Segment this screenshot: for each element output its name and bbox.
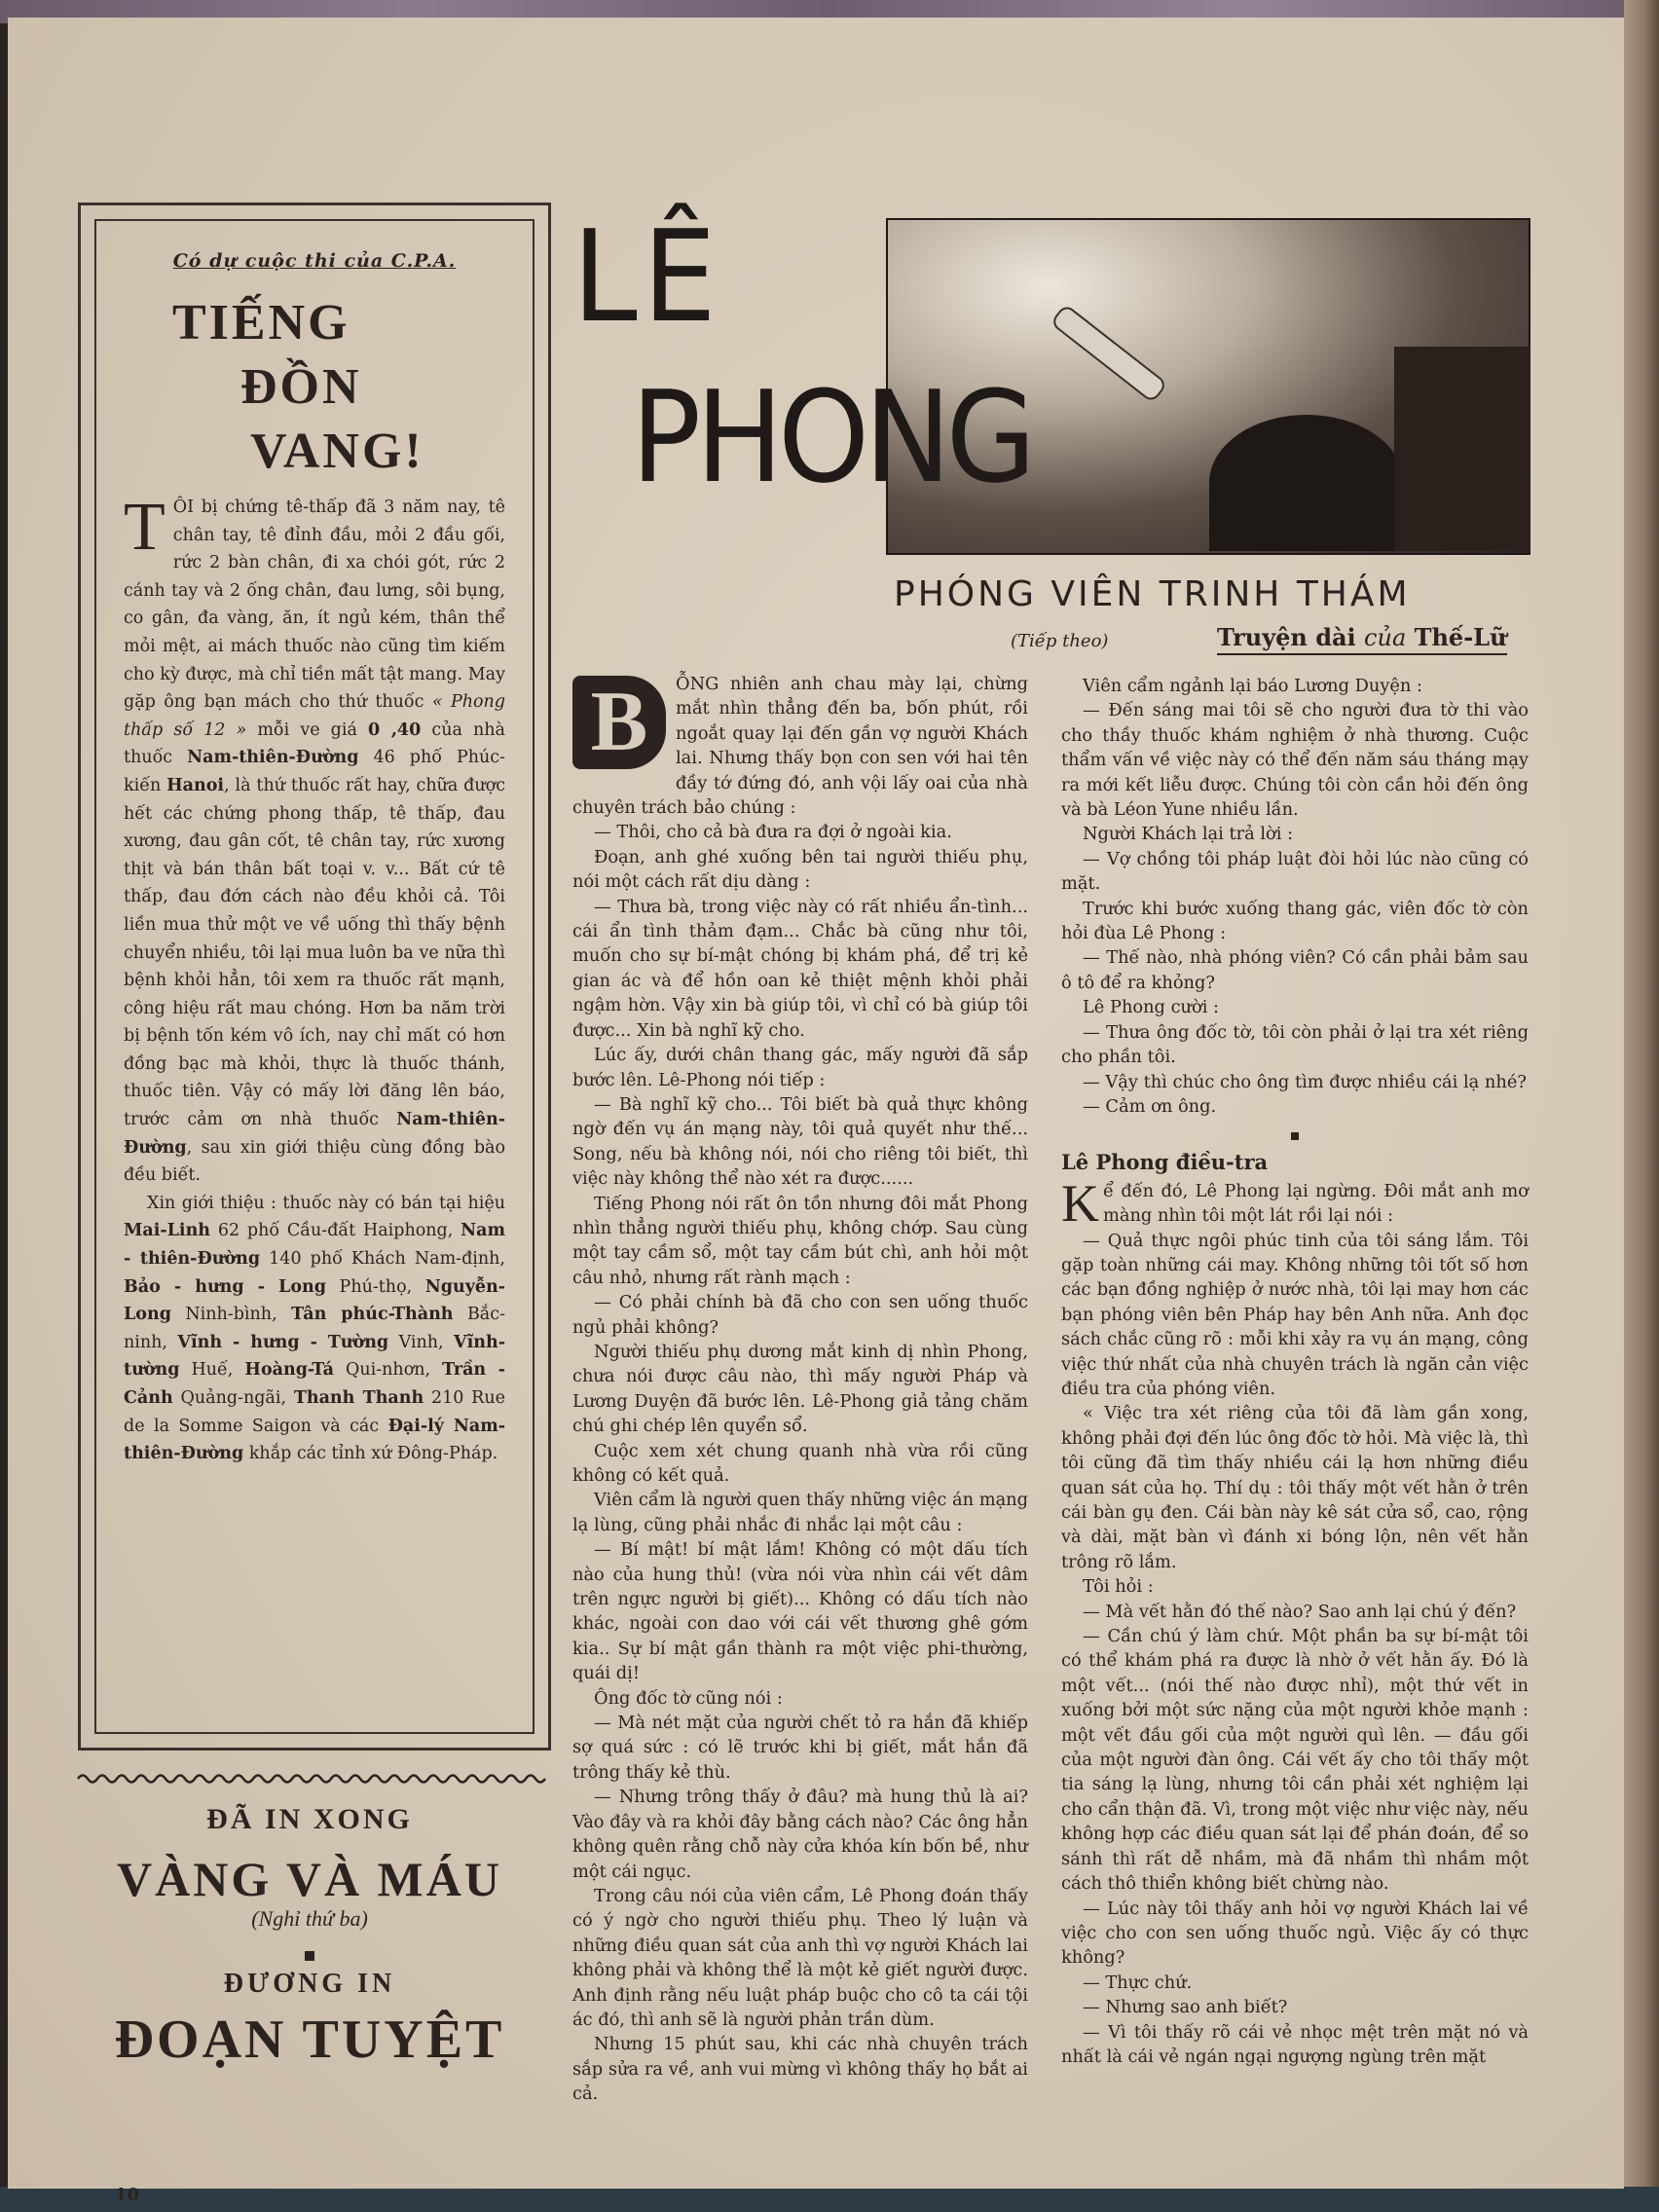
- article-paragraph: Lúc ấy, dưới chân thang gác, mấy người đã sắp bước lên. Lê-Phong nói tiếp :: [572, 1045, 1028, 1090]
- ad-price: 0 ,40: [368, 719, 422, 740]
- article-paragraph: — Cần chú ý làm chứ. Một phần ba sự bí-mật tôi có thể khám phá ra được là nhờ ở vết hằn ấy. Đó là một vết... (nói thế nào được nhỉ), một thứ vết in xuống bởi một sức nặng của một người khỏe mạnh : một vết đầu gối của một người quì lên. — đầu gối của một người đàn ông. Cái vết ấy cho tôi thấy một tia sáng lạ lùng, nhưng tôi cần phải xét nghiệm lại cho cẩn thận đã. Vì, trong một việc như việc này, nếu không hợp các điều quan sát lại để phán đoán, để so sánh thì rất dễ nhầm, mà đã nhầm thì nhầm một cách thô thiển không biết chừng nào.: [1061, 1626, 1529, 1895]
- article-paragraph: — Mà vết hằn đó thế nào? Sao anh lại chú ý đến?: [1083, 1601, 1517, 1622]
- ad-headline: [124, 291, 505, 484]
- article-paragraph: Trước khi bước xuống thang gác, viên đốc tờ còn hỏi đùa Lê Phong :: [1061, 898, 1529, 944]
- advertisement-box: [78, 203, 551, 1751]
- ad-text: Huế,: [191, 1360, 234, 1381]
- ad-product-name: « Phong thấp số 12 »: [124, 692, 505, 740]
- ad-headline-line: TIẾNG: [172, 295, 350, 350]
- ad-text: 140 phố Khách Nam-định,: [269, 1249, 505, 1270]
- article-paragraph: Tiếng Phong nói rất ôn tồn nhưng đôi mắt Phong nhìn thẳng người thiếu phụ, không chớp. Sau cùng một tay cầm sổ, một tay cầm bút chì, anh hỏi một câu nhỏ, nhưng rất rành mạch :: [572, 1193, 1028, 1288]
- ad-paragraph: [124, 490, 505, 1190]
- article-column-2: [1061, 674, 1529, 2124]
- article-paragraph: Người Khách lại trả lời :: [1083, 824, 1294, 845]
- continued-label: (Tiếp theo): [1011, 631, 1109, 651]
- wavy-divider: [78, 1772, 545, 1786]
- ad-text: ÔI bị chứng tê-thấp đã 3 năm nay, tê chân tay, tê đỉnh đầu, mỏi 2 đầu gối, rức 2 bàn chân, đi xa chói gót, rức 2 cánh tay và 2 ống chân, đau lưng, sôi bụng, co gân, đa vàng, ăn, ít ngủ kém, thân thể mỏi mệt, ai mách thuốc nào cũng tìm kiếm cho kỳ được, mà chỉ tiền mất tật mang. May gặp ông bạn mách cho thứ thuốc: [124, 498, 505, 713]
- article-paragraph: — Thưa ông đốc tờ, tôi còn phải ở lại tra xét riêng cho phần tôi.: [1061, 1021, 1529, 1068]
- book-promo: [66, 1799, 553, 2074]
- ad-dropcap: T: [124, 490, 166, 565]
- ad-agent-name: Nguyễn-Long: [124, 1276, 505, 1325]
- ad-agent-name: Trần - Cảnh: [124, 1360, 505, 1408]
- article-paragraph: — Nhưng trông thấy ở đâu? mà hung thủ là ai? Vào đây và ra khỏi đây bằng cách nào? Các ông hẳn không quên rằng chỗ này cửa khóa kín bốn bề, như một cái ngục.: [572, 1787, 1028, 1882]
- ad-text: Phú-thọ,: [339, 1276, 413, 1297]
- ad-text: Vinh,: [398, 1332, 444, 1352]
- article-paragraph: — Vợ chồng tôi pháp luật đòi hỏi lúc nào cũng có mặt.: [1061, 848, 1529, 895]
- ad-headline-line: VANG!: [250, 424, 424, 479]
- ad-text: khắp các tỉnh xứ Đông-Pháp.: [248, 1444, 498, 1464]
- ad-agent-name: Đại-lý Nam-thiên-Đường: [124, 1416, 505, 1464]
- article-paragraph: Đoạn, anh ghé xuống bên tai người thiếu phụ, nói một cách rất dịu dàng :: [572, 846, 1028, 893]
- section-heading: Lê Phong điều-tra: [1061, 1150, 1269, 1175]
- ad-agent-name: Tân phúc-Thành: [291, 1305, 454, 1325]
- article-text: ỖNG nhiên anh chau mày lại, chừng mắt nhìn thẳng đến ba, bốn phút, rồi ngoắt quay lại đến gần vợ người Khách lai. Nhưng thấy bọn con sen với hai tên đầy tớ đứng đó, anh vội lấy oai của nhà chuyên trách bảo chúng :: [572, 674, 1028, 819]
- ad-agent-name: Vĩnh-tường: [124, 1332, 505, 1381]
- article-paragraph: Người thiếu phụ dương mắt kinh dị nhìn Phong, chưa nói được câu nào, thì mấy người Pháp và Lương Duyện đã bước lên. Lê-Phong giả tảng chăm chú ghi chép lên quyển sổ.: [572, 1341, 1028, 1437]
- ad-text: Ninh-bình,: [185, 1305, 277, 1325]
- article-paragraph: Tôi hỏi :: [1083, 1576, 1154, 1598]
- article-paragraph: — Bà nghĩ kỹ cho... Tôi biết bà quả thực không ngờ đến vụ án mạng này, tôi quả quyết như thế... Song, nếu bà không nói, nói cho riêng tôi biết, thì việc này không thể nào xét ra được......: [572, 1093, 1028, 1190]
- ad-headline-line: ĐỒN: [240, 359, 362, 415]
- ad-paragraph: [124, 1190, 505, 1468]
- ad-kicker: Có dự cuộc thi của C.P.A.: [172, 250, 457, 272]
- article-column-1: [572, 672, 1028, 2113]
- article-paragraph: — Thực chứ.: [1083, 1972, 1193, 1993]
- article-paragraph: — Bí mật! bí mật lắm! Không có một dấu tích nào của hung thủ! (vừa nói vừa nhìn cái vết dâm trên ngực người bị giết)... Không có dấu tích nào khác, ngoài con dao với cái vết thương ghê gớm kia.. Sự bí mật gần thành ra một việc phi-thường, quái dị!: [572, 1539, 1028, 1684]
- article-paragraph: — Lúc này tôi thấy anh hỏi vợ người Khách lai về việc cho con sen uống thuốc ngủ. Việc ấy có thực không?: [1061, 1898, 1529, 1969]
- newspaper-page: [8, 18, 1624, 2205]
- article-paragraph: [1061, 1173, 1529, 1233]
- ad-agent-name: Thanh Thanh: [293, 1388, 424, 1408]
- article-paragraph: — Có phải chính bà đã cho con sen uống thuốc ngủ phải không?: [572, 1292, 1028, 1338]
- article-text: ể đến đó, Lê Phong lại ngừng. Đôi mắt anh mơ màng nhìn tôi một lát rồi lại nói :: [1103, 1180, 1529, 1227]
- article-paragraph: Nhưng 15 phút sau, khi các nhà chuyên trách sắp sửa ra về, anh vui mừng vì không thấy họ bắt ai cả.: [572, 2034, 1028, 2105]
- promo-printed-label: ĐÃ IN XONG: [206, 1803, 413, 1835]
- article-paragraph: — Mà nét mặt của người chết tỏ ra hắn đã khiếp sợ quá sức : có lẽ trước khi bị giết, mắt hắn đã trông thấy kẻ thù.: [572, 1713, 1028, 1783]
- ad-text: Qui-nhơn,: [346, 1360, 431, 1381]
- article-paragraph: — Thôi, cho cả bà đưa ra đợi ở ngoài kia.: [594, 822, 952, 843]
- story-title-line2: PHONG: [631, 363, 1031, 511]
- article-dropcap: B: [572, 676, 666, 769]
- article-paragraph: — Vậy thì chúc cho ông tìm được nhiều cái lạ nhé?: [1083, 1071, 1527, 1092]
- section-bullet-icon: [1291, 1132, 1299, 1140]
- article-paragraph: Lê Phong cười :: [1083, 997, 1220, 1018]
- book-binding-bottom: [0, 2187, 1659, 2212]
- article-dropcap: K: [1061, 1173, 1099, 1233]
- promo-book-subtitle: (Nghỉ thứ ba): [251, 1906, 368, 1931]
- ad-text: Quảng-ngãi,: [180, 1388, 287, 1408]
- ad-text: , là thứ thuốc rất hay, chữa được hết các chứng phong thấp, tê thấp, đau xương, đau gân cốt, tê chân tay, rức xương thịt và bán thân bất toại v. v... Bất cứ tê thấp, đau đớn cách nào đều khỏi cả. Tôi liền mua thử một ve về uống thì thấy bệnh chuyển nhiều, tôi lại mua luôn ba ve nữa thì bệnh khỏi hẳn, tôi xem ra thuốc rất mạnh, công hiệu rất mau chóng. Hơn ba năm trời bị bệnh tốn kém vô ích, nay chỉ mất có hơn đồng bạc mà khỏi, thực là thuốc thánh, thuốc tiên. Vậy có mấy lời đăng lên báo, trước cảm ơn nhà thuốc: [124, 775, 505, 1130]
- article-paragraph: [572, 672, 1028, 820]
- ad-text: 210 Rue de la Somme Saigon và các: [124, 1388, 505, 1436]
- book-spine-edge: [1624, 0, 1659, 2212]
- ad-agent-name: Nam - thiên-Đường: [124, 1221, 505, 1270]
- ad-agent-name: Mai-Linh: [124, 1221, 211, 1241]
- ad-text: 46 phố Phúc-kiến: [124, 748, 505, 795]
- ad-shop-name: Nam-thiên-Đường: [124, 1110, 505, 1158]
- ad-shop-name: Nam-thiên-Đường: [187, 748, 359, 768]
- article-paragraph: — Thưa bà, trong việc này có rất nhiều ẩn-tình... cái ẩn tình thảm đạm... Chắc bà cũng như tôi, muốn cho sự bí-mật chóng bị khám phá, để trị kẻ gian ác và để hồn oan kẻ thiệt mệnh khỏi phải ngậm hờn. Vậy xin bà giúp tôi, vì chỉ có bà giúp tôi được... Xin bà nghĩ kỹ cho.: [572, 896, 1028, 1041]
- ad-text: 62 phố Cầu-đất Haiphong,: [217, 1221, 454, 1241]
- story-title-line1: LÊ: [572, 203, 722, 350]
- byline-of: của: [1364, 624, 1407, 651]
- ad-text: Xin giới thiệu : thuốc này có bán tại hiệu: [147, 1193, 505, 1213]
- article-paragraph: — Quả thực ngôi phúc tinh của tôi sáng lắm. Tôi gặp toàn những cái may. Không những tôi tốt số hơn các bạn đồng nghiệp ở nước nhà, tôi lại may hơn các bạn phóng viên bên Pháp hay bên Anh nữa. Anh đọc sách chắc cũng rõ : mỗi khi xảy ra vụ án mạng, công việc thứ nhất của nhà chuyên trách là ngăn cản việc điều tra của phóng viên.: [1061, 1230, 1529, 1399]
- article-paragraph: — Cảm ơn ông.: [1083, 1095, 1217, 1117]
- promo-book-title: VÀNG VÀ MÁU: [117, 1852, 502, 1906]
- ad-text: , sau xin giới thiệu cùng đồng bào đều biết.: [124, 1137, 505, 1186]
- article-paragraph: — Vì tôi thấy rõ cái vẻ nhọc mệt trên mặt nó và nhất là cái vẻ ngán ngại ngượng ngùng trên mặt: [1061, 2021, 1529, 2067]
- ad-text: mỗi ve giá: [257, 719, 357, 740]
- article-paragraph: Cuộc xem xét chung quanh nhà vừa rồi cũng không có kết quả.: [572, 1440, 1028, 1486]
- ad-body-text: [124, 490, 505, 1468]
- ad-agent-name: Vĩnh - hưng - Tường: [177, 1332, 389, 1352]
- byline: [1217, 623, 1507, 655]
- square-bullet-icon: [305, 1951, 314, 1961]
- ad-agent-name: Bảo - hưng - Long: [124, 1276, 326, 1297]
- article-paragraph: Ông đốc tờ cũng nói :: [594, 1687, 783, 1709]
- byline-author: Thế-Lữ: [1414, 623, 1507, 651]
- promo-book-title: ĐOẠN TUYỆT: [114, 2009, 505, 2070]
- ad-text: Bắc-ninh,: [124, 1305, 505, 1352]
- advertisement-inner-frame: [94, 219, 535, 1734]
- ad-agent-name: Hoàng-Tá: [244, 1360, 334, 1381]
- article-paragraph: — Nhưng sao anh biết?: [1083, 1997, 1288, 2018]
- article-paragraph: Viên cẩm là người quen thấy những việc án mạng lạ lùng, cũng phải nhắc đi nhắc lại một câu :: [572, 1490, 1028, 1535]
- ad-city: Hanoi: [166, 775, 225, 795]
- ad-text: của nhà thuốc: [124, 719, 505, 768]
- article-paragraph: Viên cẩm ngảnh lại báo Lương Duyện :: [1083, 676, 1422, 696]
- article-paragraph: — Đến sáng mai tôi sẽ cho người đưa tờ thi vào cho thầy thuốc khám nghiệm ở nhà thương. Cuộc thẩm vấn về việc này có thể đến năm sáu tháng mạy ra mới kết liễu được. Chúng tôi còn cần hỏi đến ông và bà Léon Yune nhiều lần.: [1061, 700, 1529, 821]
- article-paragraph: — Thế nào, nhà phóng viên? Có cần phải bảm sau ô tô để ra khỏng?: [1061, 947, 1529, 993]
- page-number: 10: [115, 2185, 140, 2205]
- article-paragraph: « Việc tra xét riêng của tôi đã làm gần xong, không phải đợi đến lúc ông đốc tờ hỏi. Mà việc là, thì tôi cũng đã tìm thấy nhiều cái lạ hơn những điều quan sát của họ. Thí dụ : tôi thấy một vết hằn ở trên cái bàn gụ đen. Cái bàn này kê sát cửa sổ, cao, rộng và dài, mặt bàn vì đánh xi bóng lộn, nên vết hằn trông rõ lắm.: [1061, 1403, 1529, 1572]
- article-paragraph: Trong câu nói của viên cẩm, Lê Phong đoán thấy có ý ngờ cho người thiếu phụ. Theo lý luận và những điều quan sát của anh thì vợ người Khách lai không phải và không thể là một kẻ giết người được. Anh định rằng nếu luật pháp buộc cho cô ta cái tội ác đó, thì anh sẽ là người phản trần dùm.: [572, 1885, 1028, 2030]
- byline-genre: Truyện dài: [1217, 623, 1356, 651]
- promo-printing-label: ĐƯƠNG IN: [223, 1969, 396, 1999]
- story-subtitle: PHÓNG VIÊN TRINH THÁM: [894, 574, 1411, 614]
